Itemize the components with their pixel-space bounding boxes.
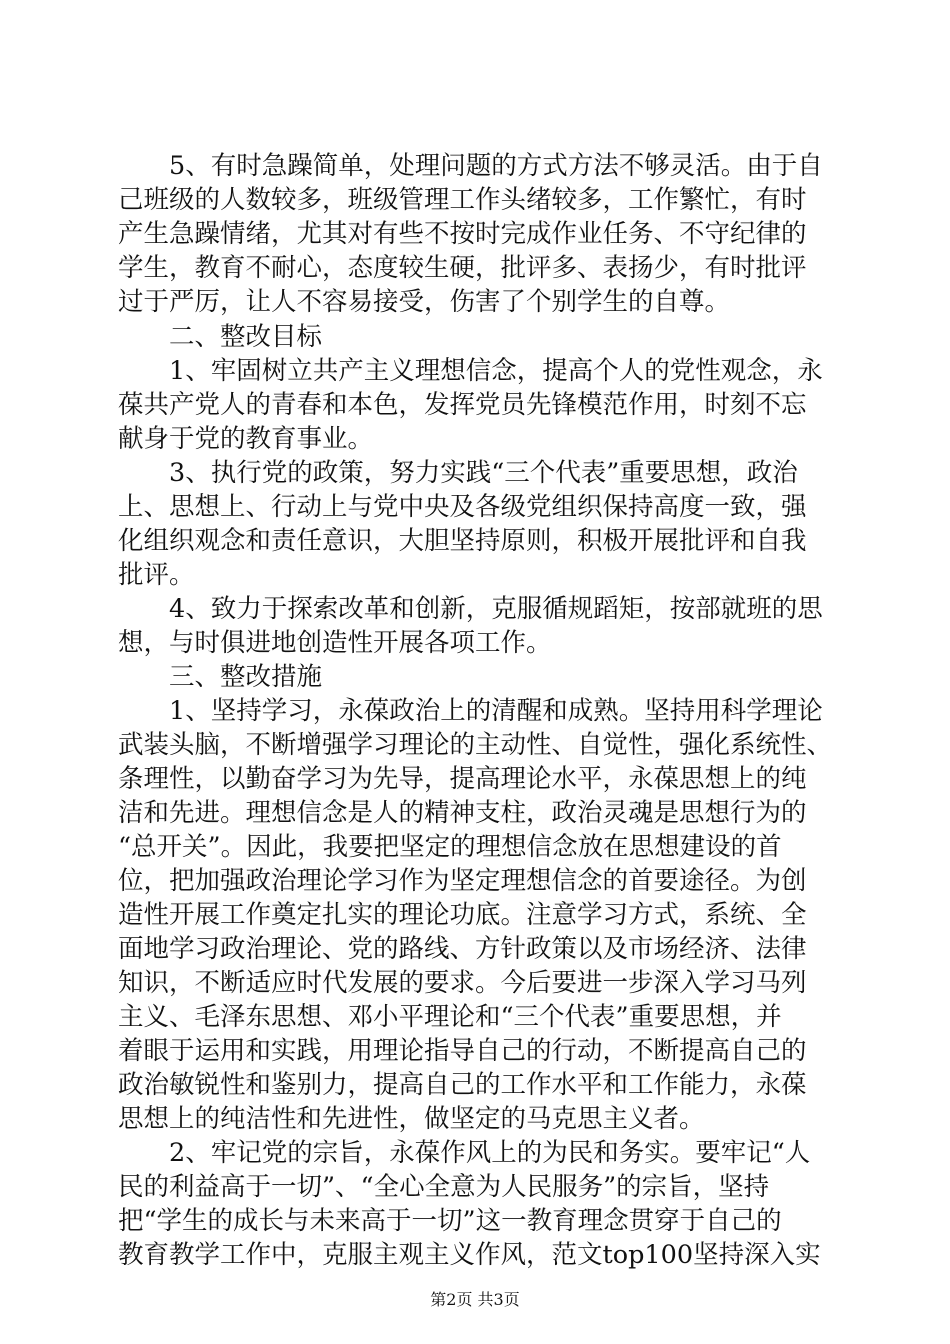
text-line: 化组织观念和责任意识，大胆坚持原则，积极开展批评和自我 [118,526,807,556]
text-line: 武装头脑，不断增强学习理论的主动性、自觉性，强化系统性、 [118,730,833,760]
section-heading: 三、整改措施 [118,662,323,692]
text-line: 民的利益高于一切”、“全心全意为人民服务”的宗旨，坚持 [118,1172,770,1202]
text-line: 1、牢固树立共产主义理想信念，提高个人的党性观念，永 [118,356,823,386]
text-line: 造性开展工作奠定扎实的理论功底。注意学习方式，系统、全 [118,900,807,930]
text-line: “总开关”。因此，我要把坚定的理想信念放在思想建设的首 [118,832,782,862]
text-line: 想，与时俱进地创造性开展各项工作。 [118,628,552,658]
text-line: 己班级的人数较多，班级管理工作头绪较多，工作繁忙，有时 [118,185,807,215]
page-number-footer: 第2页 共3页 [430,1290,520,1309]
text-line: 教育教学工作中，克服主观主义作风，范文top100坚持深入实 [118,1240,821,1270]
text-line: 过于严厉，让人不容易接受，伤害了个别学生的自尊。 [118,287,731,317]
text-line: 1、坚持学习，永葆政治上的清醒和成熟。坚持用科学理论 [118,696,823,726]
text-line: 位，把加强政治理论学习作为坚定理想信念的首要途径。为创 [118,866,807,896]
text-line: 面地学习政治理论、党的路线、方针政策以及市场经济、法律 [118,934,807,964]
text-line: 产生急躁情绪，尤其对有些不按时完成作业任务、不守纪律的 [118,219,807,249]
text-line: 3、执行党的政策，努力实践“三个代表”重要思想，政治 [118,458,798,488]
text-line: 把“学生的成长与未来高于一切”这一教育理念贯穿于自己的 [118,1206,782,1236]
text-line: 4、致力于探索改革和创新，克服循规蹈矩，按部就班的思 [118,594,823,624]
text-line: 学生，教育不耐心，态度较生硬，批评多、表扬少，有时批评 [118,253,807,283]
text-line: 知识，不断适应时代发展的要求。今后要进一步深入学习马列 [118,968,807,998]
text-line: 葆共产党人的青春和本色，发挥党员先锋模范作用，时刻不忘 [118,390,807,420]
section-heading: 二、整改目标 [118,322,323,352]
text-line: 主义、毛泽东思想、邓小平理论和“三个代表”重要思想，并 [118,1002,782,1032]
text-line: 上、思想上、行动上与党中央及各级党组织保持高度一致，强 [118,492,807,522]
text-line: 洁和先进。理想信念是人的精神支柱，政治灵魂是思想行为的 [118,798,807,828]
text-line: 着眼于运用和实践，用理论指导自己的行动，不断提高自己的 [118,1036,807,1066]
text-line: 献身于党的教育事业。 [118,424,374,454]
text-line: 政治敏锐性和鉴别力，提高自己的工作水平和工作能力，永葆 [118,1070,807,1100]
text-line: 条理性，以勤奋学习为先导，提高理论水平，永葆思想上的纯 [118,764,807,794]
text-line: 批评。 [118,560,195,590]
text-line: 5、有时急躁简单，处理问题的方式方法不够灵活。由于自 [118,151,823,181]
text-line: 思想上的纯洁性和先进性，做坚定的马克思主义者。 [118,1104,705,1134]
text-line: 2、牢记党的宗旨，永葆作风上的为民和务实。要牢记“人 [118,1138,811,1168]
